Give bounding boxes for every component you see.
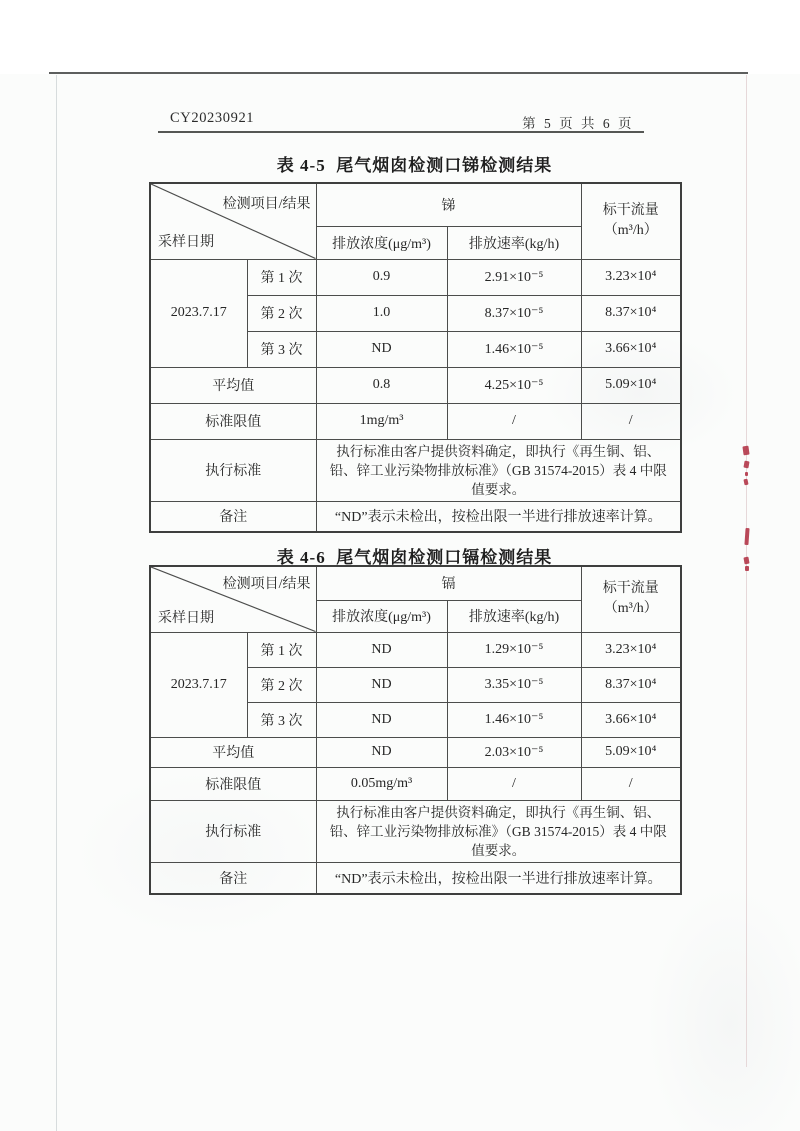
red-ink-mark — [745, 472, 748, 476]
flow-header-cell — [581, 183, 681, 259]
concentration-value-cell: ND — [316, 702, 447, 737]
flow-header-line1: 标干流量 — [602, 581, 659, 597]
average-flow-cell: 5.09×10⁴ — [581, 737, 681, 767]
run-label-cell: 第 3 次 — [247, 702, 316, 737]
flow-value-cell: 3.23×10⁴ — [581, 632, 681, 667]
sample-date-cell: 2023.7.17 — [150, 259, 247, 367]
average-flow-cell: 5.09×10⁴ — [581, 367, 681, 403]
scan-right-edge — [746, 75, 747, 1067]
concentration-value-cell: ND — [316, 667, 447, 702]
flow-value-cell: 3.66×10⁴ — [581, 702, 681, 737]
standard-label-cell: 执行标准 — [150, 439, 316, 501]
table-row — [150, 767, 681, 800]
limit-rate-cell: / — [447, 403, 581, 439]
average-rate-cell: 2.03×10⁻⁵ — [447, 737, 581, 767]
page-header — [158, 108, 644, 132]
page-number-indicator: 第 5 页 共 6 页 — [522, 116, 634, 131]
table-4-5-title: 表 4-5 尾气烟囱检测口锑检测结果 — [276, 156, 553, 175]
flow-value-cell: 8.37×10⁴ — [581, 295, 681, 331]
table-4-6-cadmium-results — [149, 565, 682, 895]
concentration-value-cell: 0.9 — [316, 259, 447, 295]
standard-text-cell: 执行标准由客户提供资料确定，即执行《再生铜、铝、铅、锌工业污染物排放标准》（GB 31574-2015）表 4 中限值要求。 — [316, 439, 681, 501]
rate-header-cell: 排放速率(kg/h) — [447, 600, 581, 632]
rate-value-cell: 2.91×10⁻⁵ — [447, 259, 581, 295]
average-rate-cell: 4.25×10⁻⁵ — [447, 367, 581, 403]
red-ink-mark — [742, 446, 749, 456]
average-concentration-cell: 0.8 — [316, 367, 447, 403]
remark-label-cell: 备注 — [150, 862, 316, 894]
limit-concentration-cell: 1mg/m³ — [316, 403, 447, 439]
table-row — [150, 439, 681, 501]
concentration-value-cell: ND — [316, 632, 447, 667]
limit-rate-cell: / — [447, 767, 581, 800]
concentration-header-cell: 排放浓度(μg/m³) — [316, 600, 447, 632]
table-row — [150, 862, 681, 894]
rate-value-cell: 1.29×10⁻⁵ — [447, 632, 581, 667]
average-label-cell: 平均值 — [150, 737, 316, 767]
pollutant-header-cell: 镉 — [316, 566, 581, 600]
table-row — [150, 259, 681, 295]
corner-label-item-result: 检测项目/结果 — [222, 577, 311, 592]
table-row — [150, 566, 681, 600]
run-label-cell: 第 3 次 — [247, 331, 316, 367]
table-row — [150, 737, 681, 767]
rate-value-cell: 1.46×10⁻⁵ — [447, 331, 581, 367]
rate-value-cell: 1.46×10⁻⁵ — [447, 702, 581, 737]
concentration-header-cell: 排放浓度(μg/m³) — [316, 226, 447, 259]
standard-label-cell: 执行标准 — [150, 800, 316, 862]
average-label-cell: 平均值 — [150, 367, 316, 403]
table-row — [150, 183, 681, 226]
corner-label-sample-date: 采样日期 — [158, 234, 214, 250]
report-number: CY20230921 — [170, 110, 255, 126]
scan-top-edge — [49, 72, 748, 74]
table-row — [150, 632, 681, 667]
average-concentration-cell: ND — [316, 737, 447, 767]
rate-value-cell: 3.35×10⁻⁵ — [447, 667, 581, 702]
corner-label-item-result: 检测项目/结果 — [222, 197, 311, 212]
red-ink-mark — [745, 566, 749, 571]
flow-header-line2: （m³/h） — [603, 601, 658, 617]
rate-header-cell: 排放速率(kg/h) — [447, 226, 581, 259]
red-ink-mark — [743, 557, 749, 565]
run-label-cell: 第 2 次 — [247, 667, 316, 702]
table-row — [150, 403, 681, 439]
table-row — [150, 367, 681, 403]
remark-text-cell: “ND”表示未检出，按检出限一半进行排放速率计算。 — [316, 501, 681, 532]
scan-left-edge — [56, 75, 57, 1131]
flow-value-cell: 8.37×10⁴ — [581, 667, 681, 702]
run-label-cell: 第 1 次 — [247, 632, 316, 667]
sample-date-cell: 2023.7.17 — [150, 632, 247, 737]
flow-header-line1: 标干流量 — [602, 203, 659, 219]
concentration-value-cell: 1.0 — [316, 295, 447, 331]
limit-concentration-cell: 0.05mg/m³ — [316, 767, 447, 800]
corner-header-cell — [150, 566, 316, 632]
corner-header-cell — [150, 183, 316, 259]
remark-label-cell: 备注 — [150, 501, 316, 532]
flow-header-line2: （m³/h） — [603, 223, 658, 239]
flow-value-cell: 3.23×10⁴ — [581, 259, 681, 295]
limit-label-cell: 标准限值 — [150, 403, 316, 439]
run-label-cell: 第 2 次 — [247, 295, 316, 331]
flow-header-cell — [581, 566, 681, 632]
limit-label-cell: 标准限值 — [150, 767, 316, 800]
pollutant-header-cell: 锑 — [316, 183, 581, 226]
rate-value-cell: 8.37×10⁻⁵ — [447, 295, 581, 331]
corner-label-sample-date: 采样日期 — [158, 610, 214, 626]
table-row — [150, 800, 681, 862]
table-4-5-antimony-results — [149, 182, 682, 533]
remark-text-cell: “ND”表示未检出，按检出限一半进行排放速率计算。 — [316, 862, 681, 894]
concentration-value-cell: ND — [316, 331, 447, 367]
limit-flow-cell: / — [581, 403, 681, 439]
run-label-cell: 第 1 次 — [247, 259, 316, 295]
flow-value-cell: 3.66×10⁴ — [581, 331, 681, 367]
table-4-6-title: 表 4-6 尾气烟囱检测口镉检测结果 — [276, 548, 553, 567]
limit-flow-cell: / — [581, 767, 681, 800]
table-row — [150, 501, 681, 532]
standard-text-cell: 执行标准由客户提供资料确定，即执行《再生铜、铝、铅、锌工业污染物排放标准》（GB 31574-2015）表 4 中限值要求。 — [316, 800, 681, 862]
header-underline — [158, 131, 644, 133]
